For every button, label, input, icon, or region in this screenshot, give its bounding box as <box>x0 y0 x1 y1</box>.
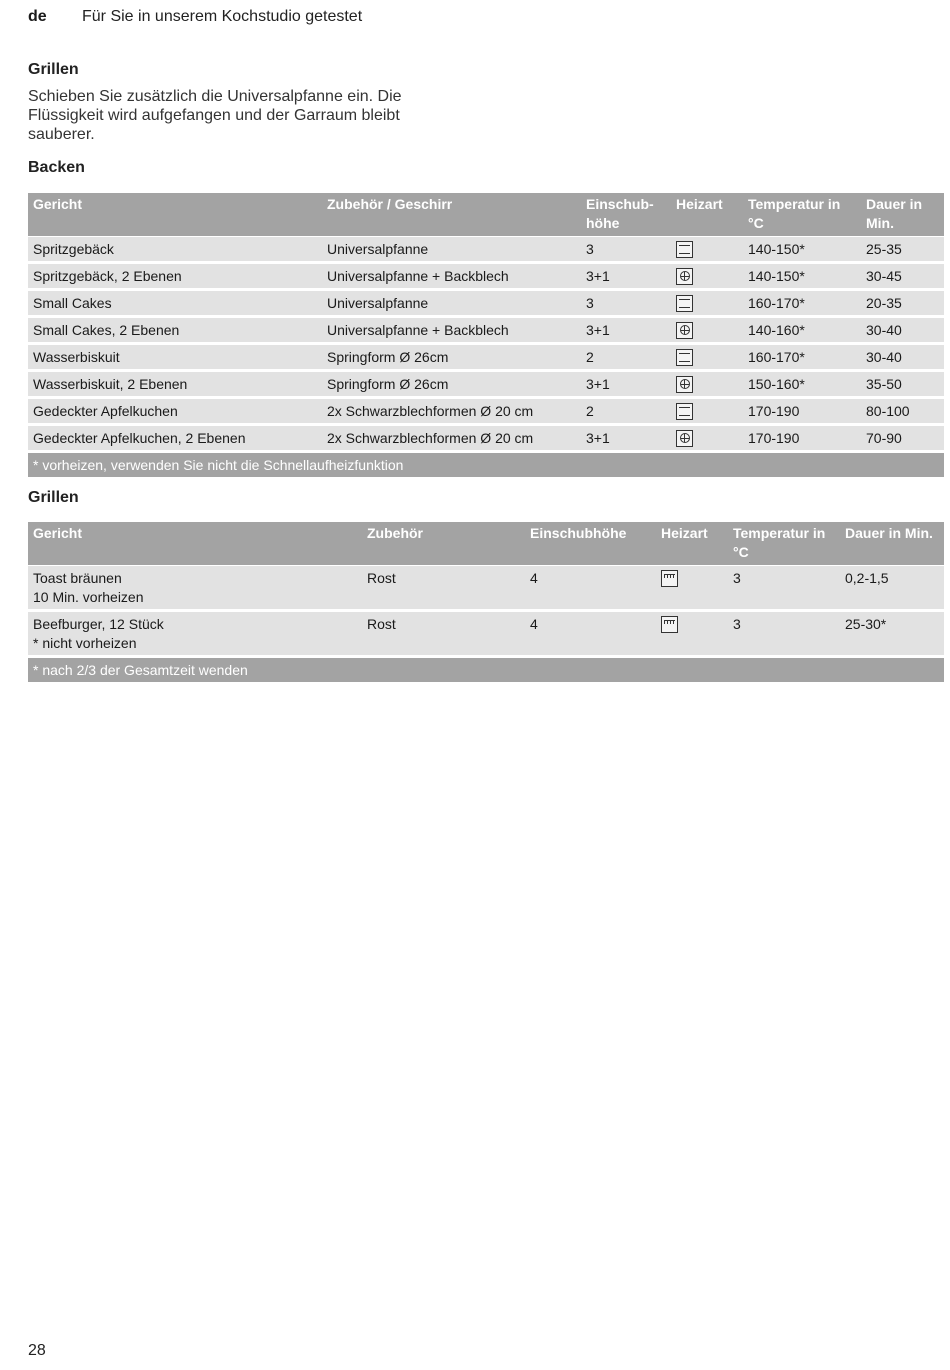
header-title: Für Sie in unserem Kochstudio getestet <box>82 8 363 25</box>
duration-cell: 0,2-1,5 <box>840 565 944 609</box>
dish-name: Beefburger, 12 Stück <box>33 616 164 632</box>
temperature-cell: 3 <box>728 565 840 609</box>
language-code: de <box>28 8 47 25</box>
heat-mode-cell <box>656 609 728 655</box>
dish-cell: Gedeckter Apfelkuchen <box>28 396 322 423</box>
level-cell: 3+1 <box>581 261 671 288</box>
dish-cell: Spritzgebäck, 2 Ebenen <box>28 261 322 288</box>
dish-cell: Small Cakes, 2 Ebenen <box>28 315 322 342</box>
column-header: Einschubhöhe <box>525 522 656 565</box>
accessory-cell: Rost <box>362 609 525 655</box>
column-header: Gericht <box>28 522 362 565</box>
accessory-cell: Rost <box>362 565 525 609</box>
table-row <box>28 396 944 423</box>
column-header: Temperatur in °C <box>728 522 840 565</box>
heat-mode-cell <box>671 342 743 369</box>
duration-cell: 20-35 <box>861 288 944 315</box>
accessory-cell: Universalpfanne <box>322 236 581 261</box>
duration-cell: 80-100 <box>861 396 944 423</box>
dish-cell: Small Cakes <box>28 288 322 315</box>
level-cell: 3+1 <box>581 315 671 342</box>
backen-table <box>28 193 944 477</box>
temperature-cell: 3 <box>728 609 840 655</box>
dish-cell: Gedeckter Apfelkuchen, 2 Ebenen <box>28 423 322 450</box>
heat-mode-cell <box>671 423 743 450</box>
dish-cell: Spritzgebäck <box>28 236 322 261</box>
duration-cell: 30-40 <box>861 342 944 369</box>
grillen-table <box>28 522 944 682</box>
heat-mode-cell <box>671 369 743 396</box>
duration-cell: 30-40 <box>861 315 944 342</box>
backen-header-row <box>28 193 944 236</box>
accessory-cell: 2x Schwarzblechformen Ø 20 cm <box>322 423 581 450</box>
grill-icon <box>661 616 678 633</box>
level-cell: 3+1 <box>581 423 671 450</box>
table-row <box>28 261 944 288</box>
accessory-cell: Springform Ø 26cm <box>322 369 581 396</box>
heat-mode-cell <box>671 261 743 288</box>
temperature-cell: 140-150* <box>743 261 861 288</box>
hot-air-fan-icon <box>676 322 693 339</box>
temperature-cell: 150-160* <box>743 369 861 396</box>
hot-air-fan-icon <box>676 268 693 285</box>
level-cell: 2 <box>581 342 671 369</box>
duration-cell: 70-90 <box>861 423 944 450</box>
table-row <box>28 236 944 261</box>
table-row <box>28 609 944 655</box>
table-row <box>28 369 944 396</box>
grillen-intro-text: Schieben Sie zusätzlich die Universalpfanne ein. Die Flüssigkeit wird aufgefangen und der Garraum bleibt sauberer. <box>28 88 402 143</box>
accessory-cell: Springform Ø 26cm <box>322 342 581 369</box>
heat-mode-cell <box>656 565 728 609</box>
temperature-cell: 170-190 <box>743 396 861 423</box>
top-bottom-heat-icon <box>676 403 693 420</box>
hot-air-fan-icon <box>676 376 693 393</box>
duration-cell: 25-30* <box>840 609 944 655</box>
table-row <box>28 315 944 342</box>
top-bottom-heat-icon <box>676 241 693 258</box>
heat-mode-cell <box>671 288 743 315</box>
top-bottom-heat-icon <box>676 349 693 366</box>
top-bottom-heat-icon <box>676 295 693 312</box>
page-number: 28 <box>28 1342 46 1359</box>
table-row <box>28 342 944 369</box>
column-header: Gericht <box>28 193 322 236</box>
page-header <box>28 8 362 26</box>
duration-cell: 25-35 <box>861 236 944 261</box>
column-header: Dauer in Min. <box>840 522 944 565</box>
column-header: Zubehör <box>362 522 525 565</box>
temperature-cell: 160-170* <box>743 342 861 369</box>
table-row <box>28 288 944 315</box>
dish-name: Toast bräunen <box>33 570 122 586</box>
heat-mode-cell <box>671 396 743 423</box>
footnote-row <box>28 450 944 477</box>
grillen-intro-heading: Grillen <box>28 61 79 78</box>
hot-air-fan-icon <box>676 430 693 447</box>
accessory-cell: Universalpfanne + Backblech <box>322 315 581 342</box>
grill-icon <box>661 570 678 587</box>
level-cell: 3 <box>581 236 671 261</box>
dish-note: 10 Min. vorheizen <box>33 589 144 605</box>
accessory-cell: 2x Schwarzblechformen Ø 20 cm <box>322 396 581 423</box>
temperature-cell: 140-150* <box>743 236 861 261</box>
temperature-cell: 160-170* <box>743 288 861 315</box>
level-cell: 2 <box>581 396 671 423</box>
temperature-cell: 170-190 <box>743 423 861 450</box>
table-row <box>28 565 944 609</box>
dish-cell: Wasserbiskuit <box>28 342 322 369</box>
duration-cell: 35-50 <box>861 369 944 396</box>
level-cell: 4 <box>525 565 656 609</box>
accessory-cell: Universalpfanne + Backblech <box>322 261 581 288</box>
dish-cell <box>28 565 362 609</box>
column-header: Heizart <box>671 193 743 236</box>
column-header: Temperatur in °C <box>743 193 861 236</box>
footnote-row <box>28 655 944 682</box>
heat-mode-cell <box>671 236 743 261</box>
level-cell: 4 <box>525 609 656 655</box>
dish-cell: Wasserbiskuit, 2 Ebenen <box>28 369 322 396</box>
temperature-cell: 140-160* <box>743 315 861 342</box>
table-row <box>28 423 944 450</box>
grillen-header-row <box>28 522 944 565</box>
duration-cell: 30-45 <box>861 261 944 288</box>
column-header: Zubehör / Geschirr <box>322 193 581 236</box>
level-cell: 3 <box>581 288 671 315</box>
dish-cell <box>28 609 362 655</box>
heat-mode-cell <box>671 315 743 342</box>
column-header: Dauer in Min. <box>861 193 944 236</box>
column-header: Einschub- höhe <box>581 193 671 236</box>
accessory-cell: Universalpfanne <box>322 288 581 315</box>
column-header: Heizart <box>656 522 728 565</box>
grillen-heading: Grillen <box>28 489 79 506</box>
dish-note: * nicht vorheizen <box>33 635 137 651</box>
level-cell: 3+1 <box>581 369 671 396</box>
footnote: * nach 2/3 der Gesamtzeit wenden <box>28 655 944 682</box>
backen-heading: Backen <box>28 159 85 176</box>
footnote: * vorheizen, verwenden Sie nicht die Schnellaufheizfunktion <box>28 450 944 477</box>
